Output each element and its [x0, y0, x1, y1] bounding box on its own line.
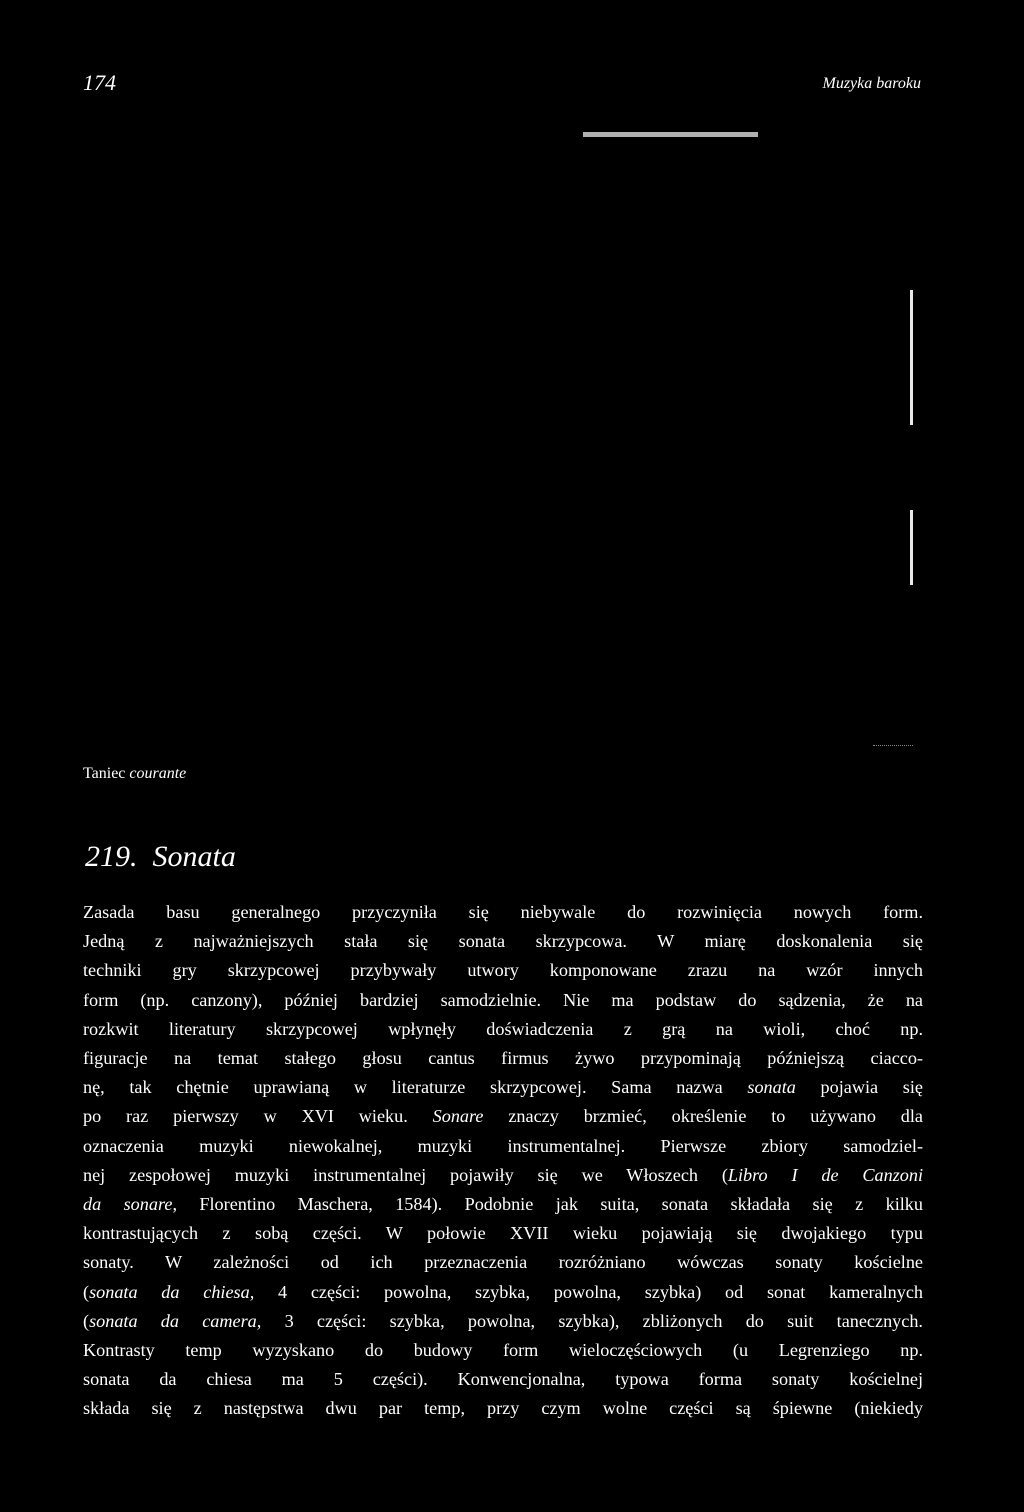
- text-run: form (np. canzony), później bardziej samodzielnie. Nie ma podstaw do sądzenia, że na: [83, 989, 923, 1010]
- text-run: znaczy brzmieć, określenie to używano dla: [483, 1106, 923, 1127]
- text-line: [83, 956, 923, 985]
- text-line: [83, 986, 923, 1015]
- body-paragraph: [83, 898, 923, 1424]
- music-example-figure: [83, 120, 923, 760]
- text-line: [83, 1015, 923, 1044]
- text-run: (: [83, 1281, 90, 1302]
- section-number: 219.: [85, 840, 138, 873]
- text-run: składa się z następstwa dwu par temp, przy czym wolne części są śpiewne (niekiedy: [83, 1398, 923, 1419]
- text-line: [83, 1190, 923, 1219]
- italic-term: Libro I de Canzoni: [727, 1164, 924, 1185]
- text-line: [83, 1307, 923, 1336]
- text-run: figuracje na temat stałego głosu cantus firmus żywo przypominają późniejszą ciacco-: [83, 1048, 923, 1069]
- text-run: rozkwit literatury skrzypcowej wpłynęły doświadczenia z grą na wioli, choć np.: [83, 1018, 923, 1039]
- italic-term: sonata: [747, 1077, 796, 1098]
- italic-term: sonata da chiesa,: [89, 1281, 255, 1302]
- text-line: [83, 898, 923, 927]
- text-run: sonata da chiesa ma 5 części). Konwencjonalna, typowa forma sonaty kościelnej: [83, 1369, 923, 1390]
- text-line: [83, 1394, 923, 1423]
- text-run: oznaczenia muzyki niewokalnej, muzyki instrumentalnej. Pierwsze zbiory samodziel-: [83, 1135, 923, 1156]
- figure-dotted-mark: [873, 745, 913, 747]
- section-heading: [85, 840, 236, 874]
- running-title: Muzyka baroku: [822, 75, 921, 92]
- italic-term: da sonare: [83, 1194, 173, 1215]
- text-line: [83, 1219, 923, 1248]
- text-run: Kontrasty temp wyzyskano do budowy form wieloczęściowych (u Legrenziego np.: [83, 1340, 923, 1361]
- text-run: (: [83, 1310, 90, 1331]
- text-line: [83, 927, 923, 956]
- text-line: [83, 1365, 923, 1394]
- text-run: Jedną z najważniejszych stała się sonata skrzypcowa. W miarę doskonalenia się: [83, 931, 923, 952]
- text-line: [83, 1044, 923, 1073]
- text-run: techniki gry skrzypcowej przybywały utwory komponowane zrazu na wzór innych: [83, 960, 923, 981]
- figure-barline-upper: [910, 290, 913, 425]
- text-run: 3 części: szybka, powolna, szybka), zbliżonych do suit tanecznych.: [261, 1310, 923, 1331]
- text-run: nej zespołowej muzyki instrumentalnej pojawiły się we Włoszech (: [83, 1164, 728, 1185]
- figure-caption: [83, 765, 186, 783]
- text-line: [83, 1073, 923, 1102]
- text-run: 4 części: powolna, szybka, powolna, szybka) od sonat kameralnych: [254, 1281, 923, 1302]
- text-run: sonaty. W zależności od ich przeznaczenia rozróżniano wówczas sonaty kościelne: [83, 1252, 923, 1273]
- text-run: kontrastujących z sobą części. W połowie XVII wieku pojawiają się dwojakiego typu: [83, 1223, 923, 1244]
- caption-term: courante: [129, 765, 187, 782]
- section-title: Sonata: [152, 840, 236, 873]
- text-run: pojawia się: [795, 1077, 924, 1098]
- text-line: [83, 1161, 923, 1190]
- text-run: po raz pierwszy w XVI wieku.: [83, 1106, 433, 1127]
- text-line: [83, 1132, 923, 1161]
- text-line: [83, 1278, 923, 1307]
- italic-term: Sonare: [432, 1106, 484, 1127]
- text-run: , Florentino Maschera, 1584). Podobnie jak suita, sonata składała się z kilku: [172, 1194, 923, 1215]
- figure-barline-lower: [910, 510, 913, 585]
- page-number: 174: [83, 70, 116, 95]
- text-run: Zasada basu generalnego przyczyniła się niebywale do rozwinięcia nowych form.: [83, 902, 923, 922]
- italic-term: sonata da camera,: [89, 1310, 262, 1331]
- figure-top-rule: [583, 132, 758, 137]
- caption-prefix: Taniec: [83, 765, 126, 782]
- text-line: [83, 1102, 923, 1131]
- text-line: [83, 1248, 923, 1277]
- text-line: [83, 1336, 923, 1365]
- text-run: nę, tak chętnie uprawianą w literaturze skrzypcowej. Sama nazwa: [83, 1077, 748, 1098]
